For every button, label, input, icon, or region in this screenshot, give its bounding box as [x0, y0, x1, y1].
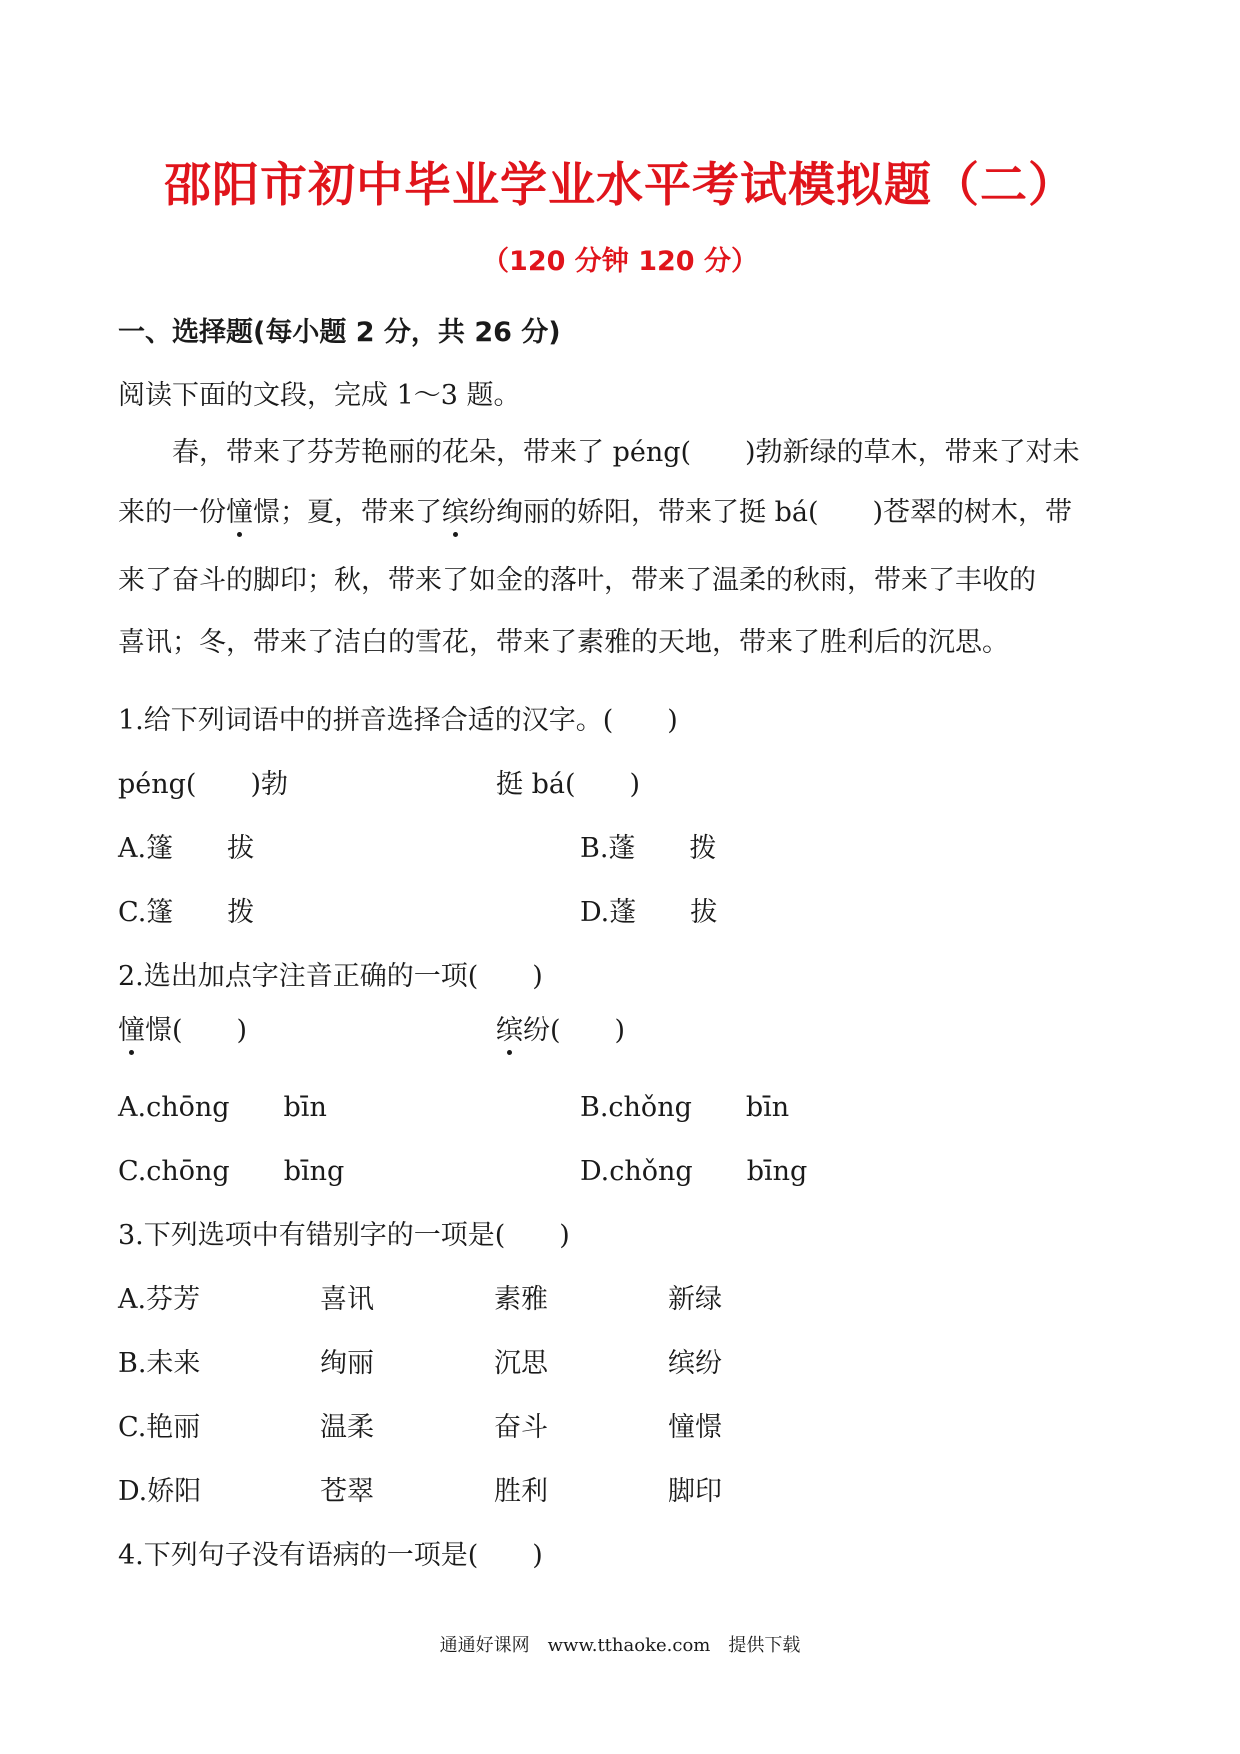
- emphasis-dot-char: 憧: [226, 497, 253, 528]
- question-3-stem: 3.下列选项中有错别字的一项是( ): [118, 1220, 570, 1251]
- question-2-item-1: [118, 1008, 247, 1047]
- question-3-option-a-col-4: 新绿: [668, 1284, 722, 1315]
- passage-text: 憬；夏，带来了: [253, 497, 442, 528]
- question-1-option-b: B.蓬 拨: [580, 833, 717, 864]
- question-1-option-d: D.蓬 拔: [580, 897, 718, 928]
- section-heading: 一、选择题(每小题 2 分，共 26 分): [118, 317, 561, 348]
- question-3-option-b-col-3: 沉思: [494, 1348, 548, 1379]
- passage-text: 来的一份: [118, 497, 226, 528]
- question-3-option-b-col-4: 缤纷: [668, 1348, 722, 1379]
- question-3-option-d-col-4: 脚印: [668, 1476, 722, 1507]
- passage-line-2: [118, 490, 1128, 558]
- question-1-stem: 1.给下列词语中的拼音选择合适的汉字。( ): [118, 705, 678, 736]
- page-footer: 通通好课网 www.tthaoke.com 提供下载: [439, 1635, 801, 1656]
- passage-line-4: 喜讯；冬，带来了洁白的雪花，带来了素雅的天地，带来了胜利后的沉思。: [118, 627, 1009, 658]
- passage-text: 纷绚丽的娇阳，带来了挺 bá( )苍翠的树木，带: [469, 497, 1073, 528]
- question-2-option-d: D.chǒng bīng: [580, 1156, 808, 1187]
- question-2-item-2: [496, 1008, 625, 1047]
- page-title: 邵阳市初中毕业学业水平考试模拟题（二）: [164, 158, 1076, 213]
- question-3-option-c-col-2: 温柔: [320, 1412, 374, 1443]
- question-3-option-a-col-1: A.芬芳: [118, 1284, 201, 1315]
- question-1-option-a: A.篷 拔: [118, 833, 255, 864]
- reading-instruction: 阅读下面的文段，完成 1～3 题。: [118, 380, 521, 411]
- page-subtitle: （120 分钟 120 分）: [482, 246, 758, 277]
- question-3-option-a-col-2: 喜讯: [320, 1284, 374, 1315]
- question-3-option-b-col-1: B.未来: [118, 1348, 201, 1379]
- question-2-option-b: B.chǒng bīn: [580, 1092, 790, 1123]
- question-3-option-d-col-1: D.娇阳: [118, 1476, 202, 1507]
- question-3-option-b-col-2: 绚丽: [320, 1348, 374, 1379]
- emphasis-dot-char: 憧: [118, 1015, 145, 1046]
- question-2-stem: 2.选出加点字注音正确的一项( ): [118, 961, 543, 992]
- passage-line-3: 来了奋斗的脚印；秋，带来了如金的落叶，带来了温柔的秋雨，带来了丰收的: [118, 565, 1036, 596]
- question-1-item-1: péng( )勃: [118, 769, 289, 800]
- question-1-option-c: C.篷 拨: [118, 897, 255, 928]
- item-text: 憬( ): [145, 1015, 248, 1046]
- emphasis-dot-char: 缤: [496, 1015, 523, 1046]
- emphasis-dot-char: 缤: [442, 497, 469, 528]
- reading-passage: [118, 430, 1128, 680]
- question-2-option-c: C.chōng bīng: [118, 1156, 345, 1187]
- question-3-option-d-col-3: 胜利: [494, 1476, 548, 1507]
- question-3-option-c-col-3: 奋斗: [494, 1412, 548, 1443]
- question-3-option-c-col-4: 憧憬: [668, 1412, 722, 1443]
- passage-line-1: 春，带来了芬芳艳丽的花朵，带来了 péng( )勃新绿的草木，带来了对未: [172, 437, 1080, 468]
- question-2-option-a: A.chōng bīn: [118, 1092, 327, 1123]
- question-3-option-c-col-1: C.艳丽: [118, 1412, 201, 1443]
- question-3-option-a-col-3: 素雅: [494, 1284, 548, 1315]
- question-1-item-2: 挺 bá( ): [496, 769, 641, 800]
- item-text: 纷( ): [523, 1015, 626, 1046]
- question-4-stem: 4.下列句子没有语病的一项是( ): [118, 1540, 543, 1571]
- question-3-option-d-col-2: 苍翠: [320, 1476, 374, 1507]
